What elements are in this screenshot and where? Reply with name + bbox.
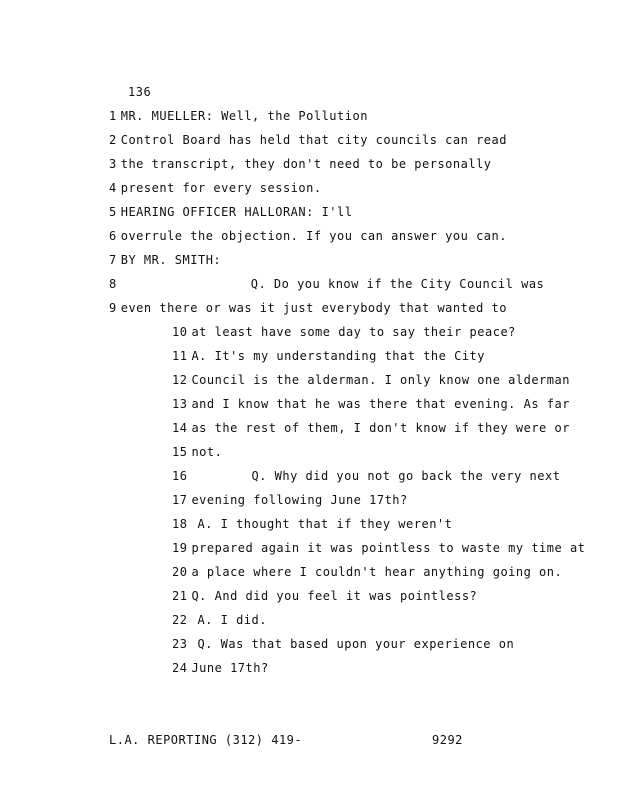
transcript-line: [172, 612, 267, 628]
line-text: Q. Was that based upon your experience on: [197, 637, 515, 651]
line-number: 6: [109, 229, 117, 243]
transcript-line: [109, 108, 368, 124]
transcript-line: [109, 252, 221, 268]
line-text: Q. Why did you not go back the very next: [251, 469, 561, 483]
transcript-line: [172, 420, 570, 436]
line-text: overrule the objection. If you can answer you can.: [120, 229, 507, 243]
line-text: MR. MUELLER: Well, the Pollution: [120, 109, 368, 123]
transcript-line: [109, 300, 507, 316]
transcript-line: [172, 660, 269, 676]
line-number: 4: [109, 181, 117, 195]
line-text: BY MR. SMITH:: [120, 253, 222, 267]
line-number: 10: [172, 325, 188, 339]
transcript-line: [109, 276, 544, 292]
transcript-line: [172, 564, 562, 580]
line-number: 7: [109, 253, 117, 267]
line-text: A. It's my understanding that the City: [191, 349, 485, 363]
line-number: 15: [172, 445, 188, 459]
line-text: a place where I couldn't hear anything going on.: [191, 565, 563, 579]
line-number: 9: [109, 301, 117, 315]
line-text: as the rest of them, I don't know if they were or: [191, 421, 570, 435]
line-number: 5: [109, 205, 117, 219]
transcript-line: [172, 444, 222, 460]
line-text: HEARING OFFICER HALLORAN: I'll: [120, 205, 353, 219]
transcript-line: [172, 516, 452, 532]
line-text: A. I did.: [197, 613, 267, 627]
line-text: Council is the alderman. I only know one alderman: [191, 373, 570, 387]
line-number: 13: [172, 397, 188, 411]
line-number: 17: [172, 493, 188, 507]
line-number: 16: [172, 469, 188, 483]
footer-reporter: L.A. REPORTING (312) 419-: [109, 733, 303, 747]
line-text: even there or was it just everybody that wanted to: [120, 301, 507, 315]
line-number: 23: [172, 637, 188, 651]
transcript-line: [109, 204, 352, 220]
line-number: 3: [109, 157, 117, 171]
transcript-line: [172, 372, 570, 388]
line-number: 21: [172, 589, 188, 603]
line-text: June 17th?: [191, 661, 269, 675]
line-text: the transcript, they don't need to be personally: [120, 157, 492, 171]
line-text: Q. And did you feel it was pointless?: [191, 589, 478, 603]
line-number: 24: [172, 661, 188, 675]
line-text: at least have some day to say their peace?: [191, 325, 516, 339]
transcript-line: [172, 588, 477, 604]
line-number: 22: [172, 613, 188, 627]
transcript-line: [172, 540, 585, 556]
transcript-line: [109, 156, 492, 172]
transcript-line: [109, 180, 322, 196]
transcript-line: [109, 228, 507, 244]
line-number: 18: [172, 517, 188, 531]
line-number: 2: [109, 133, 117, 147]
transcript-line: [172, 492, 408, 508]
transcript-line: [109, 132, 507, 148]
line-text: prepared again it was pointless to waste my time at: [191, 541, 586, 555]
line-text: present for every session.: [120, 181, 322, 195]
page-number: 136: [128, 85, 152, 99]
line-text: A. I thought that if they weren't: [197, 517, 453, 531]
line-number: 8: [109, 277, 117, 291]
line-text: not.: [191, 445, 223, 459]
line-text: evening following June 17th?: [191, 493, 408, 507]
line-number: 20: [172, 565, 188, 579]
line-text: and I know that he was there that evening. As far: [191, 397, 570, 411]
transcript-line: [172, 468, 560, 484]
transcript-line: [172, 636, 514, 652]
line-number: 19: [172, 541, 188, 555]
footer-phone-suffix: 9292: [432, 733, 463, 747]
line-text: Q. Do you know if the City Council was: [250, 277, 545, 291]
line-text: Control Board has held that city councils can read: [120, 133, 507, 147]
transcript-line: [172, 348, 485, 364]
transcript-line: [172, 396, 570, 412]
line-number: 1: [109, 109, 117, 123]
line-number: 12: [172, 373, 188, 387]
line-number: 11: [172, 349, 188, 363]
line-number: 14: [172, 421, 188, 435]
transcript-line: [172, 324, 516, 340]
